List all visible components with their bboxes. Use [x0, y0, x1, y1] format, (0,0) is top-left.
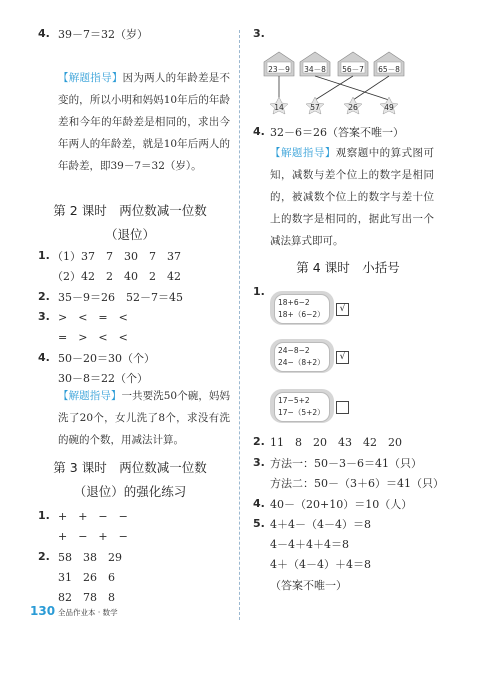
lesson-heading: [238, 258, 458, 276]
check-box: [336, 401, 349, 414]
lesson-title: 第 3 课时 两位数减一位数: [53, 460, 207, 475]
answer-text: 方法一：50－3－6＝41（只）: [270, 457, 422, 470]
house-label: 65－8: [378, 65, 400, 74]
question-number: 2.: [253, 435, 265, 448]
answer-text: 11 8 20 43 42 20: [270, 436, 402, 449]
lesson-subtitle: （退位）的强化练习: [73, 484, 187, 499]
check-box: √: [336, 303, 349, 316]
question-number: 3.: [253, 27, 265, 40]
answer-text: 35－9＝26 52－7＝45: [58, 291, 183, 304]
question-number: 3.: [253, 456, 265, 469]
expression-text: 18+（6−2）: [278, 310, 325, 319]
tip-body: 一共要洗50个碗，妈妈洗了20个，女儿洗了8个，求没有洗的碗的个数，用减法计算。: [58, 390, 230, 446]
question-number: 1.: [38, 509, 50, 522]
match-line: [353, 76, 389, 100]
column-divider: [239, 30, 240, 620]
answer-text: = > < <: [58, 331, 128, 344]
tip-label: 【解题指导】: [58, 390, 122, 402]
question-number: 4.: [253, 125, 265, 138]
question-number: 2.: [38, 290, 50, 303]
tip-body: 观察题中的算式图可知，减数与差个位上的数字是相同的，被减数个位上的数字与差十位上的数字是相同的，据此写出一个减法算式即可。: [270, 147, 435, 247]
expression-text: 17−（5+2）: [278, 408, 325, 417]
expression-text: 24−（8+2）: [278, 358, 325, 367]
page-number: 130: [30, 604, 56, 618]
star-label: 57: [310, 103, 320, 112]
star-label: 26: [348, 103, 358, 112]
answer-text: + + − −: [58, 510, 128, 523]
lesson-heading: [20, 201, 240, 243]
expression-text: 24−8−2: [278, 346, 310, 355]
answer-text: 4＋4－（4－4）＝8: [270, 518, 371, 531]
expression-bubble: [270, 291, 334, 325]
check-box: √: [336, 351, 349, 364]
question-number: 3.: [38, 310, 50, 323]
footer-title: 全品作业本 · 数学: [58, 608, 118, 617]
house-label: 34－8: [304, 65, 326, 74]
house-label: 23－9: [268, 65, 290, 74]
answer-text: 32－6＝26（答案不唯一）: [270, 126, 404, 139]
question-number: 1.: [38, 249, 50, 262]
answer-text: 82 78 8: [58, 591, 115, 604]
answer-text: （1）37 7 30 7 37: [52, 250, 181, 263]
answer-text: + − + −: [58, 530, 128, 543]
house-label: 56－7: [342, 65, 364, 74]
expression-bubble: [270, 339, 334, 373]
answer-text: （答案不唯一）: [270, 579, 347, 592]
question-number: 5.: [253, 517, 265, 530]
expression-text: 17−5+2: [278, 396, 310, 405]
tip-body: 因为两人的年龄差是不变的，所以小明和妈妈10年后的年龄差和今年的年龄差是相同的，求出今年两人的年龄差，就是10年后两人的年龄差，即39－7＝32（岁）。: [58, 72, 231, 172]
question-number: 4.: [38, 27, 50, 40]
lesson-heading: [20, 458, 240, 500]
question-number: 4.: [38, 351, 50, 364]
expression-text: 18+6−2: [278, 298, 310, 307]
solution-tip: [58, 67, 230, 177]
question-number: 4.: [253, 497, 265, 510]
star-label: 49: [384, 103, 394, 112]
answer-text: 30－8＝22（个）: [58, 372, 148, 385]
question-number: 1.: [253, 285, 265, 298]
answer-text: > < = <: [58, 311, 128, 324]
question-number: 2.: [38, 550, 50, 563]
solution-tip: [270, 142, 434, 252]
match-line: [315, 76, 389, 100]
answer-text: 4＋（4－4）＋4＝8: [270, 558, 371, 571]
answer-text: 4－4＋4＋4＝8: [270, 538, 349, 551]
match-line: [315, 76, 353, 100]
lesson-title: 第 4 课时 小括号: [296, 260, 400, 275]
answer-text: 39－7＝32（岁）: [58, 28, 148, 41]
answer-text: 40－（20+10）＝10（人）: [270, 498, 413, 511]
lesson-subtitle: （退位）: [104, 227, 155, 242]
answer-text: 58 38 29: [58, 551, 122, 564]
star-label: 14: [274, 103, 284, 112]
expression-bubble: [270, 389, 334, 423]
answer-text: 31 26 6: [58, 571, 115, 584]
tip-label: 【解题指导】: [58, 72, 123, 84]
answer-text: 50－20＝30（个）: [58, 352, 155, 365]
tip-label: 【解题指导】: [270, 147, 336, 159]
answer-text: 方法二：50－（3＋6）＝41（只）: [270, 477, 444, 490]
lesson-title: 第 2 课时 两位数减一位数: [53, 203, 207, 218]
solution-tip: [58, 385, 230, 451]
answer-text: （2）42 2 40 2 42: [52, 270, 181, 283]
